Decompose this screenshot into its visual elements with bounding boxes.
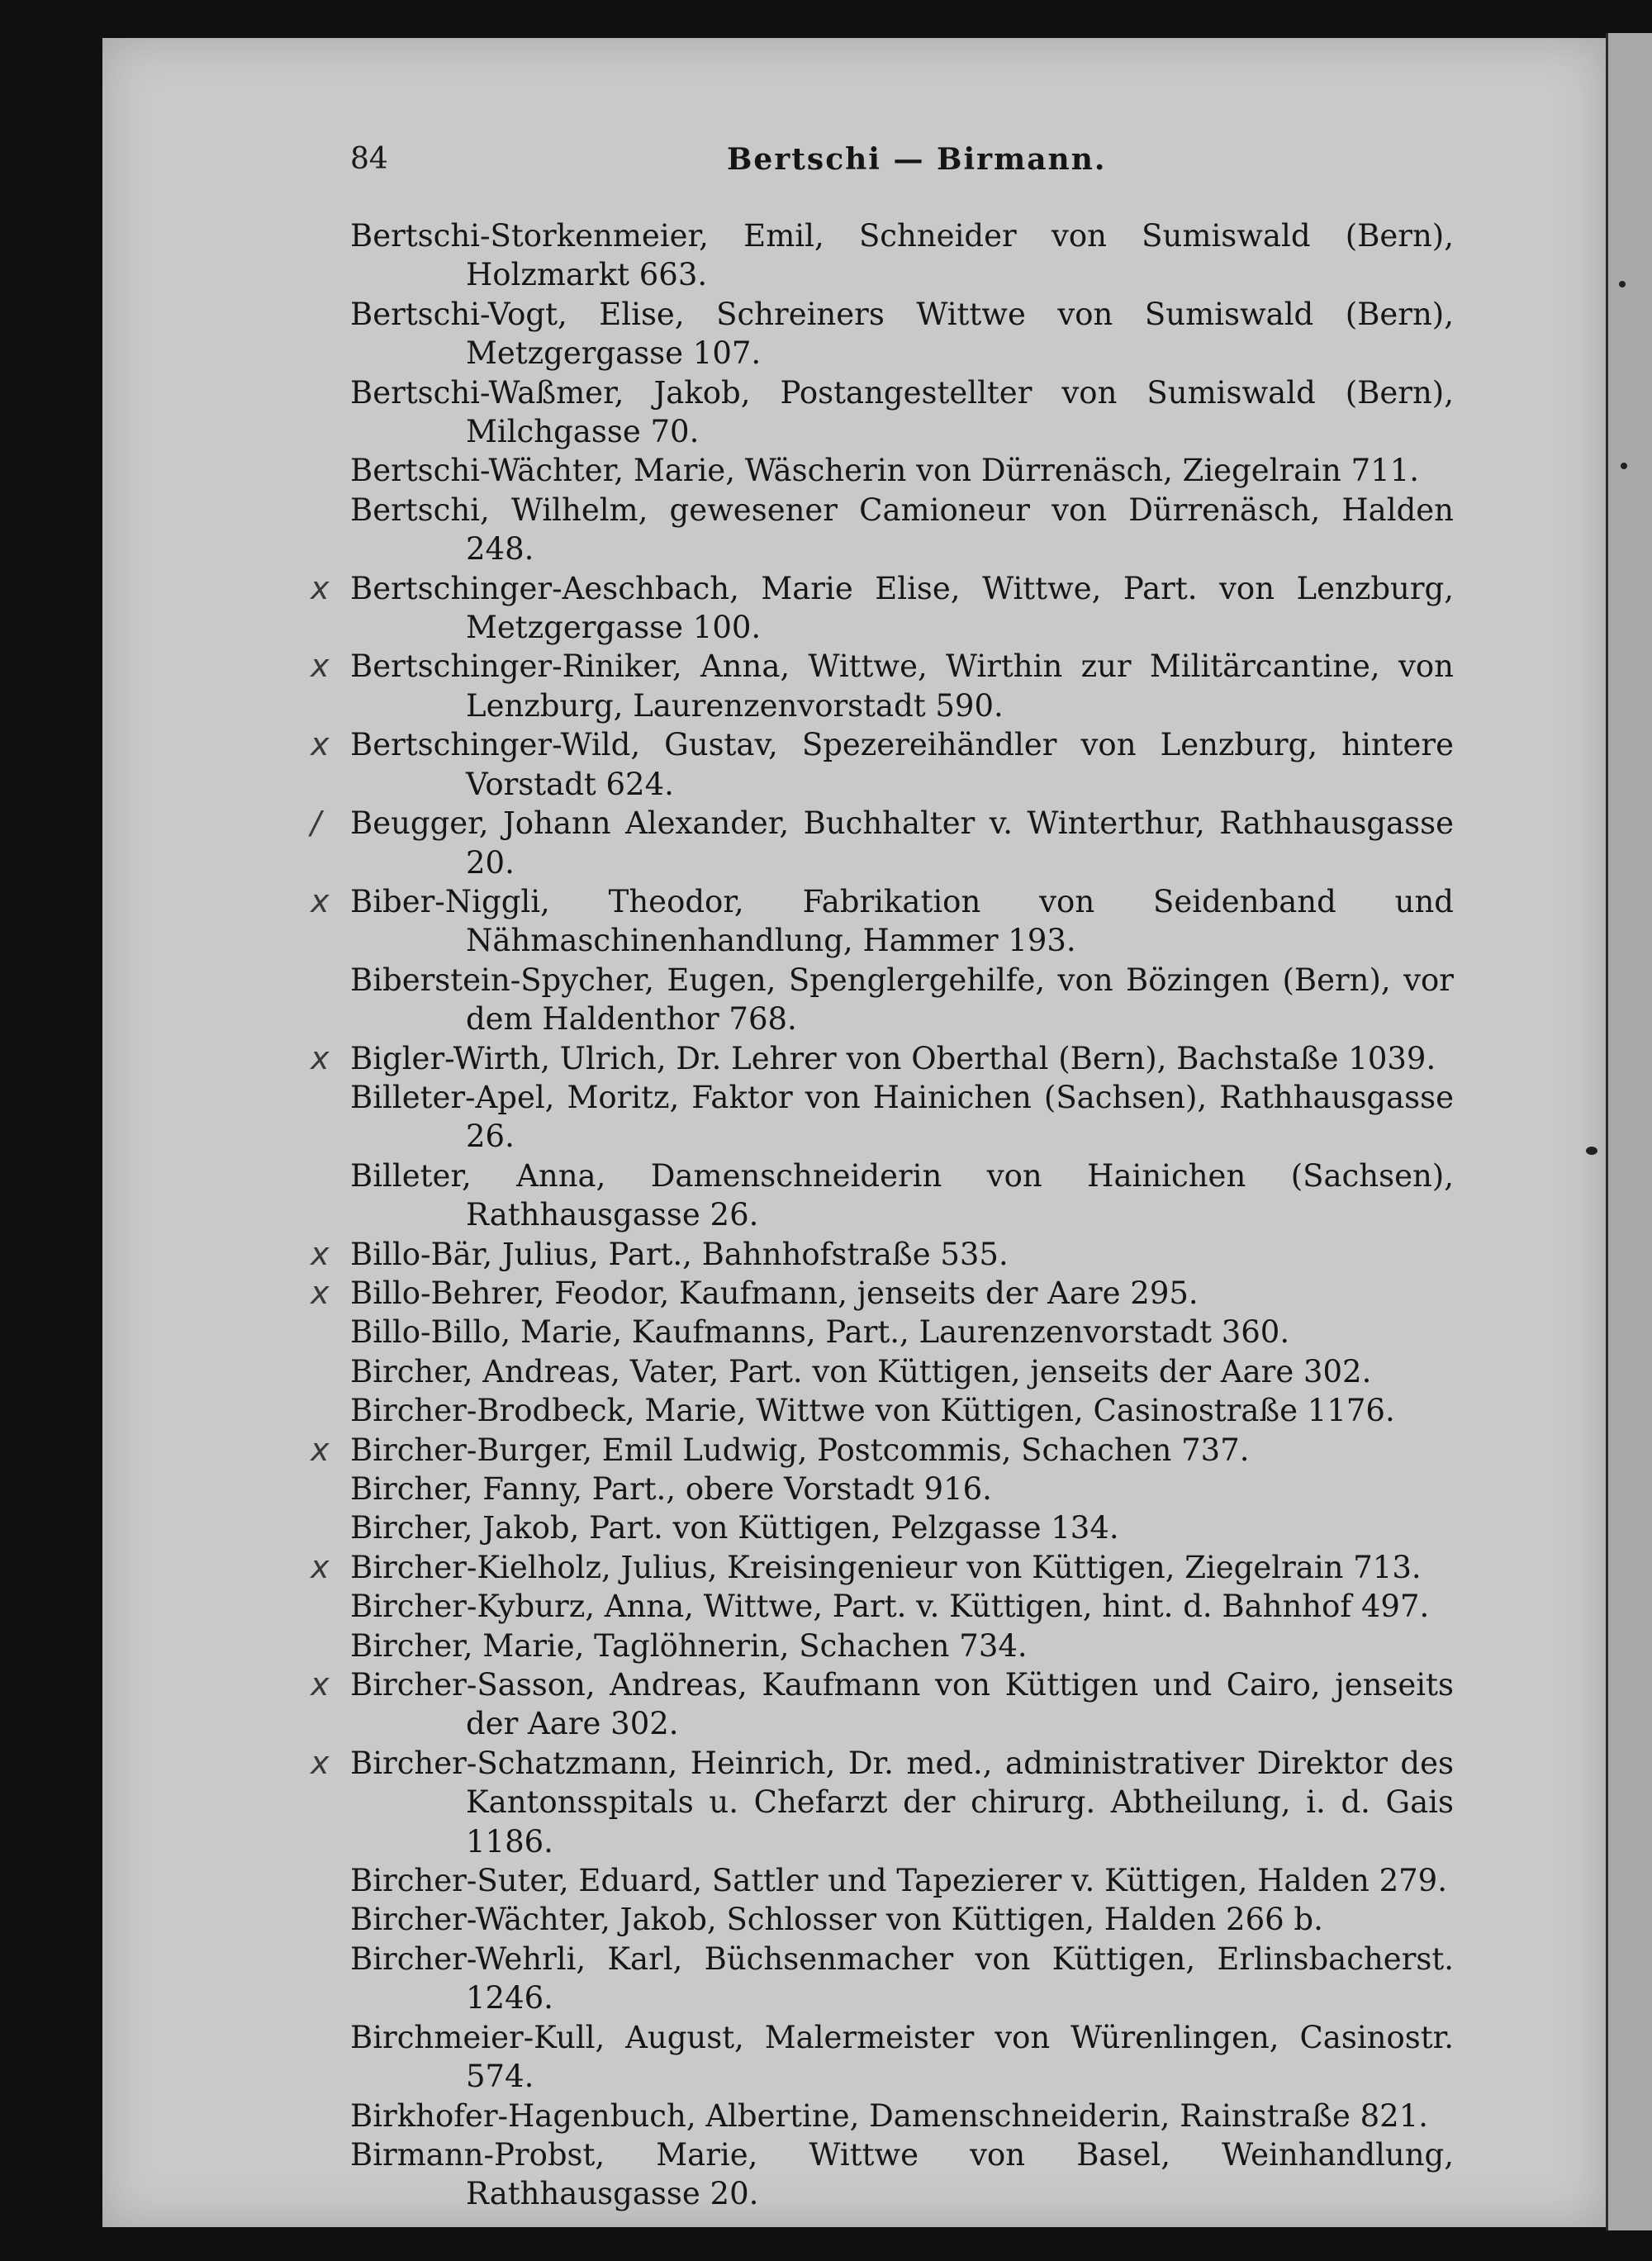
check-mark-icon: x bbox=[311, 882, 330, 919]
entry-text: Bircher-Brodbeck, Marie, Wittwe von Küttigen, Casinostraße 1176. bbox=[350, 1393, 1395, 1429]
directory-entry bbox=[311, 725, 1454, 804]
entry-text: Bircher-Kyburz, Anna, Wittwe, Part. v. Küttigen, hint. d. Bahnhof 497. bbox=[350, 1589, 1430, 1625]
entry-text: Billo-Bär, Julius, Part., Bahnhofstraße 535. bbox=[350, 1236, 1009, 1272]
page-number: 84 bbox=[350, 142, 388, 176]
check-mark-icon: x bbox=[311, 1235, 330, 1272]
directory-entry bbox=[350, 2018, 1454, 2097]
entry-text: Bircher-Sasson, Andreas, Kaufmann von Küttigen und Cairo, jenseits der Aare 302. bbox=[350, 1667, 1454, 1742]
entry-text: Bertschinger-Wild, Gustav, Spezereihändler von Lenzburg, hintere Vorstadt 624. bbox=[350, 727, 1454, 802]
entry-text: Bertschi-Wächter, Marie, Wäscherin von Dürrenäsch, Ziegelrain 711. bbox=[350, 453, 1420, 489]
directory-entry bbox=[311, 1274, 1454, 1313]
entry-text: Bertschi-Storkenmeier, Emil, Schneider von Sumiswald (Bern), Holzmarkt 663. bbox=[350, 218, 1454, 293]
directory-entry bbox=[350, 491, 1454, 569]
entry-text: Bircher, Marie, Taglöhnerin, Schachen 734. bbox=[350, 1627, 1028, 1664]
directory-entry bbox=[350, 2097, 1454, 2135]
entry-text: Billo-Billo, Marie, Kaufmanns, Part., Laurenzenvorstadt 360. bbox=[350, 1314, 1290, 1351]
adjacent-page-edge bbox=[1606, 33, 1652, 2230]
directory-entry bbox=[311, 1548, 1454, 1587]
directory-entry bbox=[350, 961, 1454, 1039]
entry-text: Bigler-Wirth, Ulrich, Dr. Lehrer von Oberthal (Bern), Bachstaße 1039. bbox=[350, 1040, 1436, 1076]
directory-entry bbox=[350, 1157, 1454, 1235]
directory-entry bbox=[311, 1665, 1454, 1744]
entry-text: Biber-Niggli, Theodor, Fabrikation von Seidenband und Nähmaschinenhandlung, Hammer 193. bbox=[350, 883, 1454, 959]
entry-text: Bircher-Burger, Emil Ludwig, Postcommis, Schachen 737. bbox=[350, 1432, 1250, 1468]
directory-entry bbox=[350, 1900, 1454, 1939]
directory-entry bbox=[350, 1352, 1454, 1391]
entry-text: Billo-Behrer, Feodor, Kaufmann, jenseits der Aare 295. bbox=[350, 1275, 1199, 1311]
check-mark-icon: x bbox=[311, 1274, 330, 1311]
directory-entry bbox=[311, 647, 1454, 725]
check-mark-icon: x bbox=[311, 1431, 330, 1468]
entry-text: Beugger, Johann Alexander, Buchhalter v. Winterthur, Rathhausgasse 20. bbox=[350, 805, 1454, 881]
running-head: Bertschi — Birmann. bbox=[727, 142, 1107, 177]
directory-entry bbox=[350, 216, 1454, 295]
page-speck bbox=[1586, 1147, 1597, 1155]
entry-text: Bircher-Kielholz, Julius, Kreisingenieur von Küttigen, Ziegelrain 713. bbox=[350, 1549, 1422, 1585]
check-mark-icon: x bbox=[311, 726, 330, 763]
entry-text: Bertschinger-Riniker, Anna, Wittwe, Wirthin zur Militärcantine, von Lenzburg, Laurenzenvorstadt 590. bbox=[350, 648, 1454, 724]
directory-entry bbox=[350, 373, 1454, 452]
entry-text: Bertschi, Wilhelm, gewesener Camioneur von Dürrenäsch, Halden 248. bbox=[350, 492, 1454, 568]
entry-text: Bircher-Wächter, Jakob, Schlosser von Küttigen, Halden 266 b. bbox=[350, 1902, 1323, 1938]
directory-entry bbox=[311, 569, 1454, 648]
page-header bbox=[0, 142, 1652, 192]
check-mark-icon: / bbox=[311, 805, 321, 842]
entry-text: Bircher-Suter, Eduard, Sattler und Tapezierer v. Küttigen, Halden 279. bbox=[350, 1863, 1447, 1899]
directory-entry bbox=[311, 1744, 1454, 1861]
directory-entry bbox=[350, 295, 1454, 373]
entry-text: Billeter, Anna, Damenschneiderin von Hainichen (Sachsen), Rathhausgasse 26. bbox=[350, 1157, 1454, 1233]
directory-entry bbox=[350, 1470, 1454, 1508]
entry-text: Bircher, Jakob, Part. von Küttigen, Pelzgasse 134. bbox=[350, 1510, 1119, 1546]
check-mark-icon: x bbox=[311, 1548, 330, 1585]
directory-entries bbox=[311, 216, 1454, 2214]
entry-text: Bircher, Andreas, Vater, Part. von Küttigen, jenseits der Aare 302. bbox=[350, 1353, 1372, 1389]
page-speck bbox=[1619, 281, 1626, 287]
directory-entry bbox=[350, 1313, 1454, 1351]
directory-entry bbox=[311, 804, 1454, 882]
directory-entry bbox=[311, 1039, 1454, 1078]
entry-text: Biberstein-Spycher, Eugen, Spenglergehilfe, von Bözingen (Bern), vor dem Haldenthor 768. bbox=[350, 962, 1454, 1038]
check-mark-icon: x bbox=[311, 1039, 330, 1076]
entry-text: Bertschi-Vogt, Elise, Schreiners Wittwe von Sumiswald (Bern), Metzgergasse 107. bbox=[350, 296, 1454, 372]
directory-entry bbox=[350, 1078, 1454, 1157]
directory-entry bbox=[350, 1587, 1454, 1626]
directory-entry bbox=[350, 2135, 1454, 2214]
directory-entry bbox=[311, 1431, 1454, 1470]
entry-text: Bircher, Fanny, Part., obere Vorstadt 916. bbox=[350, 1471, 992, 1507]
entry-text: Bertschi-Waßmer, Jakob, Postangestellter von Sumiswald (Bern), Milchgasse 70. bbox=[350, 374, 1454, 450]
entry-text: Bircher-Schatzmann, Heinrich, Dr. med., administrativer Direktor des Kantonsspitals u. Chefarzt der chirurg. Abtheilung, i. d. Gais 1186. bbox=[350, 1745, 1454, 1860]
check-mark-icon: x bbox=[311, 648, 330, 685]
directory-entry bbox=[350, 1627, 1454, 1665]
entry-text: Birchmeier-Kull, August, Malermeister von Würenlingen, Casinostr. 574. bbox=[350, 2019, 1454, 2095]
directory-entry bbox=[350, 1391, 1454, 1430]
entry-text: Birmann-Probst, Marie, Wittwe von Basel, Weinhandlung, Rathhausgasse 20. bbox=[350, 2136, 1454, 2212]
entry-text: Billeter-Apel, Moritz, Faktor von Hainichen (Sachsen), Rathhausgasse 26. bbox=[350, 1079, 1454, 1155]
directory-entry bbox=[350, 1508, 1454, 1547]
entry-text: Bircher-Wehrli, Karl, Büchsenmacher von Küttigen, Erlinsbacherst. 1246. bbox=[350, 1940, 1454, 2016]
directory-entry bbox=[350, 451, 1454, 490]
directory-entry bbox=[350, 1861, 1454, 1900]
entry-text: Birkhofer-Hagenbuch, Albertine, Damenschneiderin, Rainstraße 821. bbox=[350, 2097, 1428, 2134]
entry-text: Bertschinger-Aeschbach, Marie Elise, Wittwe, Part. von Lenzburg, Metzgergasse 100. bbox=[350, 570, 1454, 646]
check-mark-icon: x bbox=[311, 1666, 330, 1703]
directory-entry bbox=[350, 1940, 1454, 2018]
check-mark-icon: x bbox=[311, 569, 330, 606]
check-mark-icon: x bbox=[311, 1744, 330, 1781]
directory-entry bbox=[311, 1235, 1454, 1274]
page-speck bbox=[1621, 463, 1627, 469]
directory-entry bbox=[311, 882, 1454, 961]
